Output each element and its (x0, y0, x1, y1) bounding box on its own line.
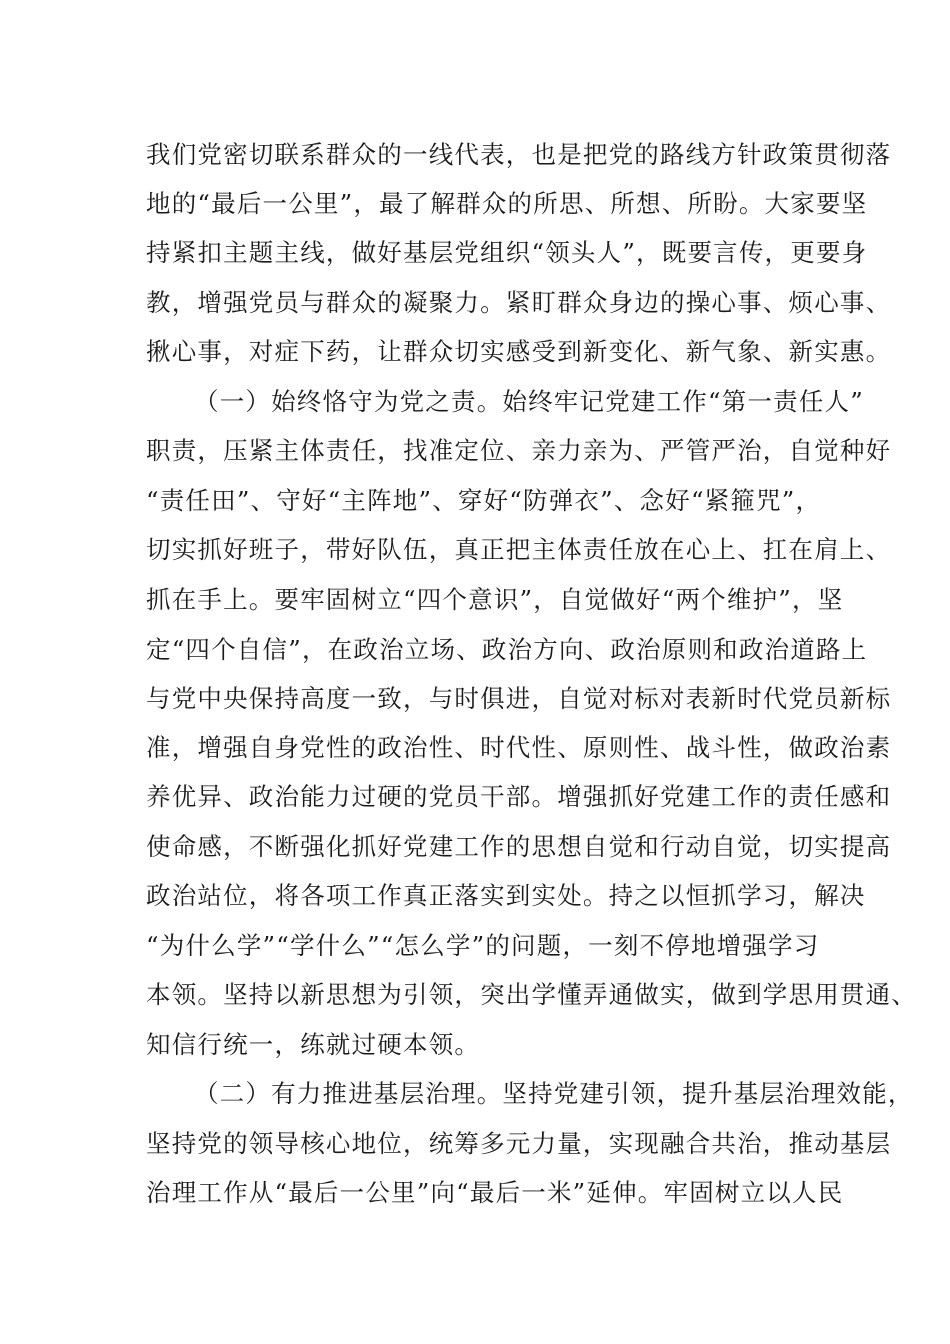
text-line: 定“四个自信”，在政治立场、政治方向、政治原则和政治道路上 (146, 635, 868, 664)
text-line: 知信行统一，练就过硬本领。 (146, 1030, 481, 1059)
text-line: 坚持党的领导核心地位，统筹多元力量，实现融合共治，推动基层 (146, 1129, 892, 1158)
text-line: 本领。坚持以新思想为引领，突出学懂弄通做实，做到学思用贯通、 (146, 980, 917, 1009)
text-line: 地的“最后一公里”，最了解群众的所思、所想、所盼。大家要坚 (146, 189, 868, 218)
section-heading-1: （一）始终恪守为党之责。始终牢记党建工作“第一责任人” (194, 387, 864, 416)
text-line: 准，增强自身党性的政治性、时代性、原则性、战斗性，做政治素 (146, 733, 892, 762)
text-line: “为什么学”“学什么”“怎么学”的问题，一刻不停地增强学习 (146, 931, 820, 960)
text-line: 教，增强党员与群众的凝聚力。紧盯群众身边的操心事、烦心事、 (146, 288, 892, 317)
text-line: 政治站位，将各项工作真正落实到实处。持之以恒抓学习，解决 (146, 881, 866, 910)
text-line: 切实抓好班子，带好队伍，真正把主体责任放在心上、扛在肩上、 (146, 535, 892, 564)
text-line: 治理工作从“最后一公里”向“最后一米”延伸。牢固树立以人民 (146, 1178, 844, 1207)
text-line: 养优异、政治能力过硬的党员干部。增强抓好党建工作的责任感和 (146, 782, 892, 811)
text-line: 职责，压紧主体责任，找准定位、亲力亲为、严管严治，自觉种好 (146, 436, 892, 465)
text-line: 揪心事，对症下药，让群众切实感受到新变化、新气象、新实惠。 (146, 337, 892, 366)
text-line: 使命感，不断强化抓好党建工作的思想自觉和行动自觉，切实提高 (146, 832, 892, 861)
text-line: “责任田”、守好“主阵地”、穿好“防弹衣”、念好“紧箍咒”， (146, 486, 822, 515)
text-line: 抓在手上。要牢固树立“四个意识”，自觉做好“两个维护”，坚 (146, 585, 844, 614)
text-line: 我们党密切联系群众的一线代表，也是把党的路线方针政策贯彻落 (146, 140, 892, 169)
section-heading-2: （二）有力推进基层治理。坚持党建引领，提升基层治理效能， (194, 1079, 914, 1108)
text-line: 持紧扣主题主线，做好基层党组织“领头人”，既要言传，更要身 (146, 238, 868, 267)
text-line: 与党中央保持高度一致，与时俱进，自觉对标对表新时代党员新标 (146, 684, 892, 713)
